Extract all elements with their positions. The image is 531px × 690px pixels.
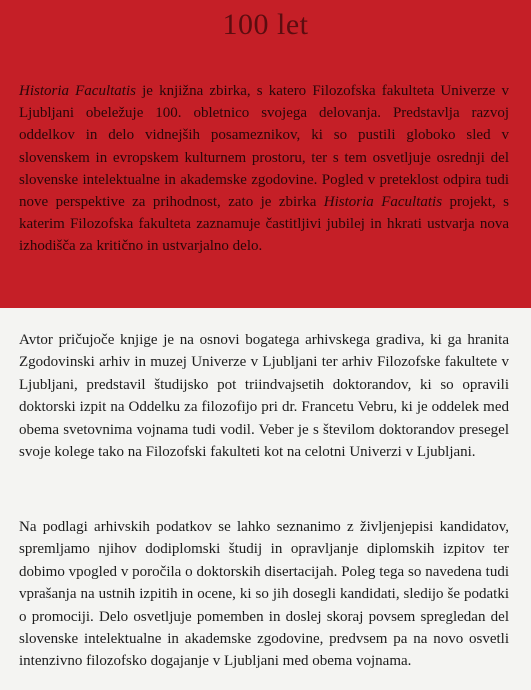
book-description-paragraph-1: Avtor pričujoče knjige je na osnovi bogatega arhivskega gradiva, ki ga hranita Zgodovinski arhiv in muzej Univerze v Ljubljani ter arhiv Filozofske fakultete v Ljubljani, predstavil študijsko pot triindvajsetih doktorandov, ki so opravili doktorski izpit na Oddelku za filozofijo pri dr. Francetu Vebru, ki je oddelek med obema svetovnima vojnama tudi vodil. Veber je s številom doktorandov presegel svoje kolege tako na Filozofski fakulteti kot na celotni Univerzi v Ljubljani.	[19, 332, 509, 461]
cover-heading: 100 let	[222, 8, 309, 41]
series-intro-text-1: je knjižna zbirka, s katero Filozofska fakulteta Univerze v Ljubljani obeležuje 100. obletnico svojega delovanja. Predstavlja razvoj oddelkov in delo vidnejših posameznikov, ki so pustili globoko sled v slovenskem in evropskem kulturnem prostoru, ter s tem osvetljuje osrednji del slovenske intelektualne in akademske zgodovine. Pogled v preteklost odpira tudi nove perspektive za prihodnost, zato je zbirka	[19, 83, 509, 211]
series-intro	[19, 80, 509, 258]
series-title-repeat: Historia Facultatis	[323, 194, 443, 211]
book-description-paragraph-2: Na podlagi arhivskih podatkov se lahko seznanimo z življenjepisi kandidatov, spremljamo njihov dodiplomski študij in opravljanje diplomskih izpitov ter dobimo vpogled v poročila o doktorskih disertacijah. Poleg tega so navedena tudi vprašanja na ustnih izpitih in ocene, ki so jih dosegli kandidati, sledijo še podatki o promociji. Delo osvetljuje pomemben in doslej skoraj povsem spregledan del slovenske intelektualne in akademske zgodovine, predvsem pa na novo osvetli intenzivno filozofsko dogajanje v Ljubljani med obema vojnama.	[19, 519, 509, 670]
white-panel	[0, 308, 531, 690]
series-intro-text-2: projekt, s katerim Filozofska fakulteta zaznamuje častitljivi jubilej in hkrati ustvarja nova izhodišča za kritično in ustvarjalno delo.	[19, 194, 509, 255]
red-band	[0, 0, 531, 308]
series-title: Historia Facultatis	[19, 83, 136, 99]
